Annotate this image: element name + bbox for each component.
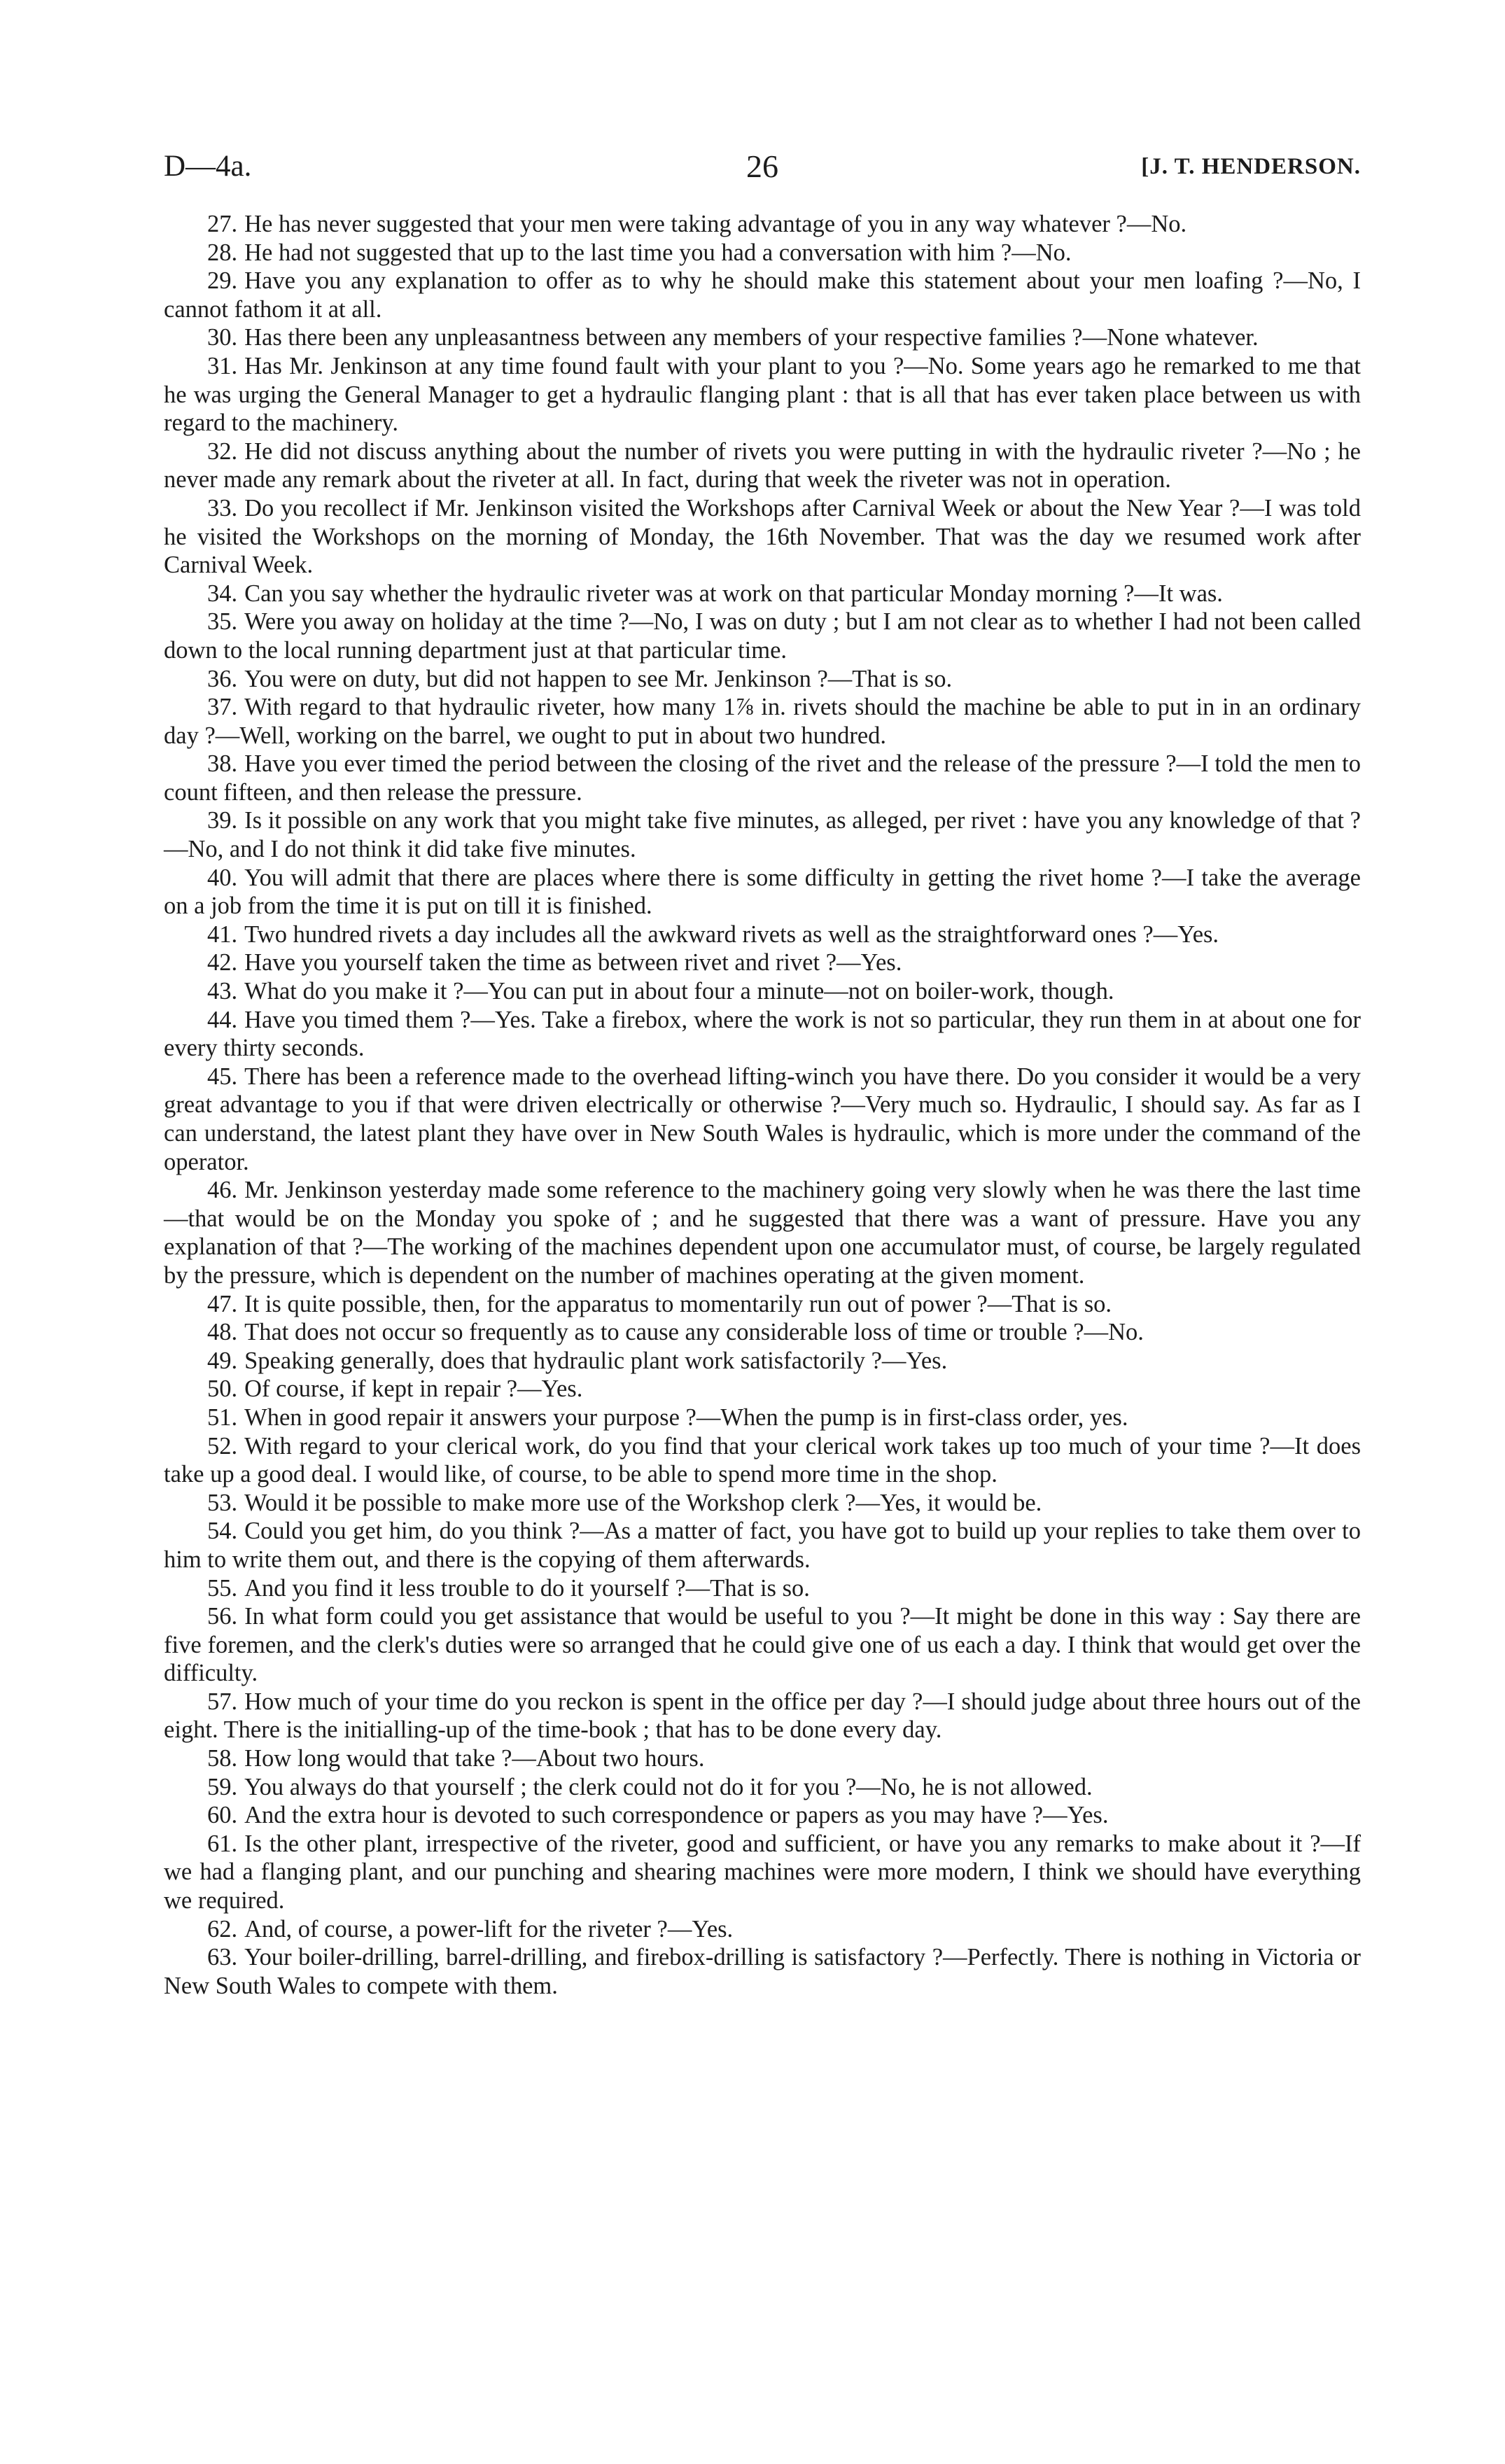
question-number: 41.	[207, 920, 238, 948]
question-number: 57.	[207, 1688, 238, 1715]
section-reference: D—4a.	[164, 150, 252, 183]
question-text: That does not occur so frequently as to cause any considerable loss of time or trouble ?—No.	[244, 1319, 1144, 1346]
question-paragraph	[164, 580, 1361, 608]
question-text: And you find it less trouble to do it yourself ?—That is so.	[244, 1574, 810, 1602]
question-number: 32.	[207, 438, 238, 465]
question-number: 29.	[207, 267, 238, 295]
question-text: You always do that yourself ; the clerk could not do it for you ?—No, he is not allowed.	[244, 1773, 1093, 1800]
question-paragraph	[164, 210, 1361, 239]
question-number: 35.	[207, 608, 238, 636]
question-paragraph	[164, 750, 1361, 806]
question-number: 33.	[207, 494, 238, 522]
question-number: 61.	[207, 1830, 238, 1857]
question-paragraph	[164, 1830, 1361, 1915]
question-text: When in good repair it answers your purpose ?—When the pump is in first-class order, yes.	[244, 1404, 1128, 1431]
question-text: You will admit that there are places where there is some difficulty in getting the rivet home ?—I take the average on a job from the time it is put on till it is finished.	[164, 864, 1361, 920]
question-paragraph	[164, 1176, 1361, 1289]
question-number: 40.	[207, 864, 238, 891]
question-paragraph	[164, 323, 1361, 352]
question-paragraph	[164, 806, 1361, 863]
question-text: Has Mr. Jenkinson at any time found fault with your plant to you ?—No. Some years ago he remarked to me that he was urging the General Manager to get a hydraulic flanging plant : that is all that has ever taken place between us with regard to the machinery.	[164, 352, 1361, 437]
question-text: Is the other plant, irrespective of the riveter, good and sufficient, or have you any remarks to make about it ?—If we had a flanging plant, and our punching and shearing machines were more modern, I think we should have everything we required.	[164, 1830, 1361, 1914]
question-number: 58.	[207, 1745, 238, 1772]
evidence-questions	[164, 210, 1361, 2000]
question-text: Mr. Jenkinson yesterday made some reference to the machinery going very slowly when he was there the last time—that would be on the Monday you spoke of ; and he suggested that there was a want of pressure. Have you any explanation of that ?—The working of the machines dependent upon one accumulator must, of course, be largely regulated by the pressure, which is dependent on the number of machines operating at the given moment.	[164, 1177, 1361, 1289]
question-paragraph	[164, 438, 1361, 494]
question-paragraph	[164, 1347, 1361, 1376]
question-text: Have you any explanation to offer as to why he should make this statement about your men loafing ?—No, I cannot fathom it at all.	[164, 267, 1361, 323]
question-text: Have you ever timed the period between the closing of the rivet and the release of the pressure ?—I told the men to count fifteen, and then release the pressure.	[164, 750, 1361, 806]
question-number: 62.	[207, 1915, 238, 1942]
question-paragraph	[164, 1063, 1361, 1176]
question-paragraph	[164, 1290, 1361, 1319]
question-number: 52.	[207, 1432, 238, 1460]
question-number: 44.	[207, 1006, 238, 1033]
question-number: 31.	[207, 352, 238, 379]
question-paragraph	[164, 1404, 1361, 1432]
question-paragraph	[164, 1915, 1361, 1944]
question-text: Your boiler-drilling, barrel-drilling, and firebox-drilling is satisfactory ?—Perfectly. There is nothing in Victoria or New South Wales to compete with them.	[164, 1944, 1361, 1999]
question-paragraph	[164, 267, 1361, 323]
question-text: And the extra hour is devoted to such correspondence or papers as you may have ?—Yes.	[244, 1802, 1109, 1829]
question-paragraph	[164, 1602, 1361, 1688]
question-paragraph	[164, 1517, 1361, 1574]
question-text: Is it possible on any work that you might take five minutes, as alleged, per rivet : have you any knowledge of that ?—No, and I do not think it did take five minutes.	[164, 807, 1361, 863]
question-paragraph	[164, 352, 1361, 438]
question-text: What do you make it ?—You can put in about four a minute—not on boiler-work, though.	[244, 978, 1114, 1005]
question-paragraph	[164, 1744, 1361, 1773]
question-text: Could you get him, do you think ?—As a matter of fact, you have got to build up your replies to take them over to him to write them out, and there is the copying of them afterwards.	[164, 1518, 1361, 1573]
question-text: How long would that take ?—About two hours.	[244, 1745, 705, 1772]
question-text: Have you yourself taken the time as between rivet and rivet ?—Yes.	[244, 949, 902, 976]
question-text: Can you say whether the hydraulic riveter was at work on that particular Monday morning ?—It was.	[244, 580, 1223, 607]
question-paragraph	[164, 665, 1361, 694]
question-number: 43.	[207, 978, 238, 1005]
question-number: 47.	[207, 1290, 238, 1317]
question-number: 36.	[207, 665, 238, 692]
question-paragraph	[164, 1432, 1361, 1489]
question-paragraph	[164, 948, 1361, 977]
question-paragraph	[164, 239, 1361, 267]
question-number: 27.	[207, 211, 238, 237]
question-text: Have you timed them ?—Yes. Take a firebox, where the work is not so particular, they run them in at about one for every thirty seconds.	[164, 1006, 1361, 1062]
question-paragraph	[164, 977, 1361, 1006]
question-text: He had not suggested that up to the last time you had a conversation with him ?—No.	[244, 239, 1072, 266]
question-number: 38.	[207, 750, 238, 778]
question-text: Two hundred rivets a day includes all the awkward rivets as well as the straightforward ones ?—Yes.	[244, 920, 1219, 948]
question-number: 50.	[207, 1376, 238, 1403]
question-text: It is quite possible, then, for the apparatus to momentarily run out of power ?—That is so.	[244, 1290, 1112, 1317]
question-number: 45.	[207, 1063, 238, 1090]
question-number: 56.	[207, 1603, 238, 1630]
question-paragraph	[164, 1801, 1361, 1830]
question-number: 53.	[207, 1489, 238, 1516]
question-number: 54.	[207, 1518, 238, 1545]
question-text: There has been a reference made to the overhead lifting-winch you have there. Do you consider it would be a very great advantage to you if that were driven electrically or otherwise ?—Very much so. Hydraulic, I should say. As far as I can understand, the latest plant they have over in New South Wales is hydraulic, which is more under the command of the operator.	[164, 1063, 1361, 1175]
question-number: 59.	[207, 1773, 238, 1800]
page-header	[164, 146, 1361, 188]
question-text: And, of course, a power-lift for the riveter ?—Yes.	[244, 1915, 734, 1942]
question-text: He did not discuss anything about the number of rivets you were putting in with the hydraulic riveter ?—No ; he never made any remark about the riveter at all. In fact, during that week the riveter was not in operation.	[164, 438, 1361, 493]
question-paragraph	[164, 1006, 1361, 1063]
question-text: In what form could you get assistance that would be useful to you ?—It might be done in this way : Say there are five foremen, and the clerk's duties were so arranged that he could give one of us each a day. I think that would get over the difficulty.	[164, 1603, 1361, 1687]
question-number: 60.	[207, 1802, 238, 1829]
witness-name: [J. T. HENDERSON.	[1141, 154, 1361, 179]
question-paragraph	[164, 1574, 1361, 1603]
question-number: 48.	[207, 1319, 238, 1346]
question-paragraph	[164, 1375, 1361, 1404]
question-number: 39.	[207, 807, 238, 834]
question-text: Were you away on holiday at the time ?—No, I was on duty ; but I am not clear as to whether I had not been called down to the local running department just at that particular time.	[164, 608, 1361, 664]
question-paragraph	[164, 1943, 1361, 2000]
question-paragraph	[164, 864, 1361, 920]
question-text: You were on duty, but did not happen to see Mr. Jenkinson ?—That is so.	[244, 665, 953, 692]
question-number: 28.	[207, 239, 238, 266]
question-text: With regard to that hydraulic riveter, how many 1⅞ in. rivets should the machine be able to put in in an ordinary day ?—Well, working on the barrel, we ought to put in about two hundred.	[164, 694, 1361, 749]
question-text: How much of your time do you reckon is spent in the office per day ?—I should judge about three hours out of the eight. There is the initialling-up of the time-book ; that has to be done every day.	[164, 1688, 1361, 1744]
question-number: 42.	[207, 949, 238, 976]
question-number: 63.	[207, 1944, 238, 1971]
question-paragraph	[164, 608, 1361, 664]
question-number: 30.	[207, 324, 238, 351]
question-text: With regard to your clerical work, do you find that your clerical work takes up too much of your time ?—It does take up a good deal. I would like, of course, to be able to spend more time in the shop.	[164, 1432, 1361, 1488]
question-number: 37.	[207, 694, 238, 721]
question-paragraph	[164, 1773, 1361, 1802]
question-paragraph	[164, 920, 1361, 949]
question-text: Would it be possible to make more use of the Workshop clerk ?—Yes, it would be.	[244, 1489, 1042, 1516]
question-paragraph	[164, 1688, 1361, 1744]
question-number: 49.	[207, 1347, 238, 1374]
question-number: 46.	[207, 1177, 238, 1204]
question-text: He has never suggested that your men were taking advantage of you in any way whatever ?—No.	[244, 211, 1187, 237]
question-number: 51.	[207, 1404, 238, 1431]
question-text: Do you recollect if Mr. Jenkinson visited the Workshops after Carnival Week or about the New Year ?—I was told he visited the Workshops on the morning of Monday, the 16th November. That was the day we resumed work after Carnival Week.	[164, 494, 1361, 579]
question-text: Speaking generally, does that hydraulic plant work satisfactorily ?—Yes.	[244, 1347, 948, 1374]
question-number: 34.	[207, 580, 238, 607]
question-paragraph	[164, 1489, 1361, 1518]
page-number: 26	[746, 148, 778, 184]
question-text: Has there been any unpleasantness between any members of your respective families ?—None whatever.	[244, 324, 1259, 351]
question-paragraph	[164, 1318, 1361, 1347]
question-text: Of course, if kept in repair ?—Yes.	[244, 1376, 583, 1403]
question-number: 55.	[207, 1574, 238, 1602]
question-paragraph	[164, 494, 1361, 580]
question-paragraph	[164, 693, 1361, 750]
